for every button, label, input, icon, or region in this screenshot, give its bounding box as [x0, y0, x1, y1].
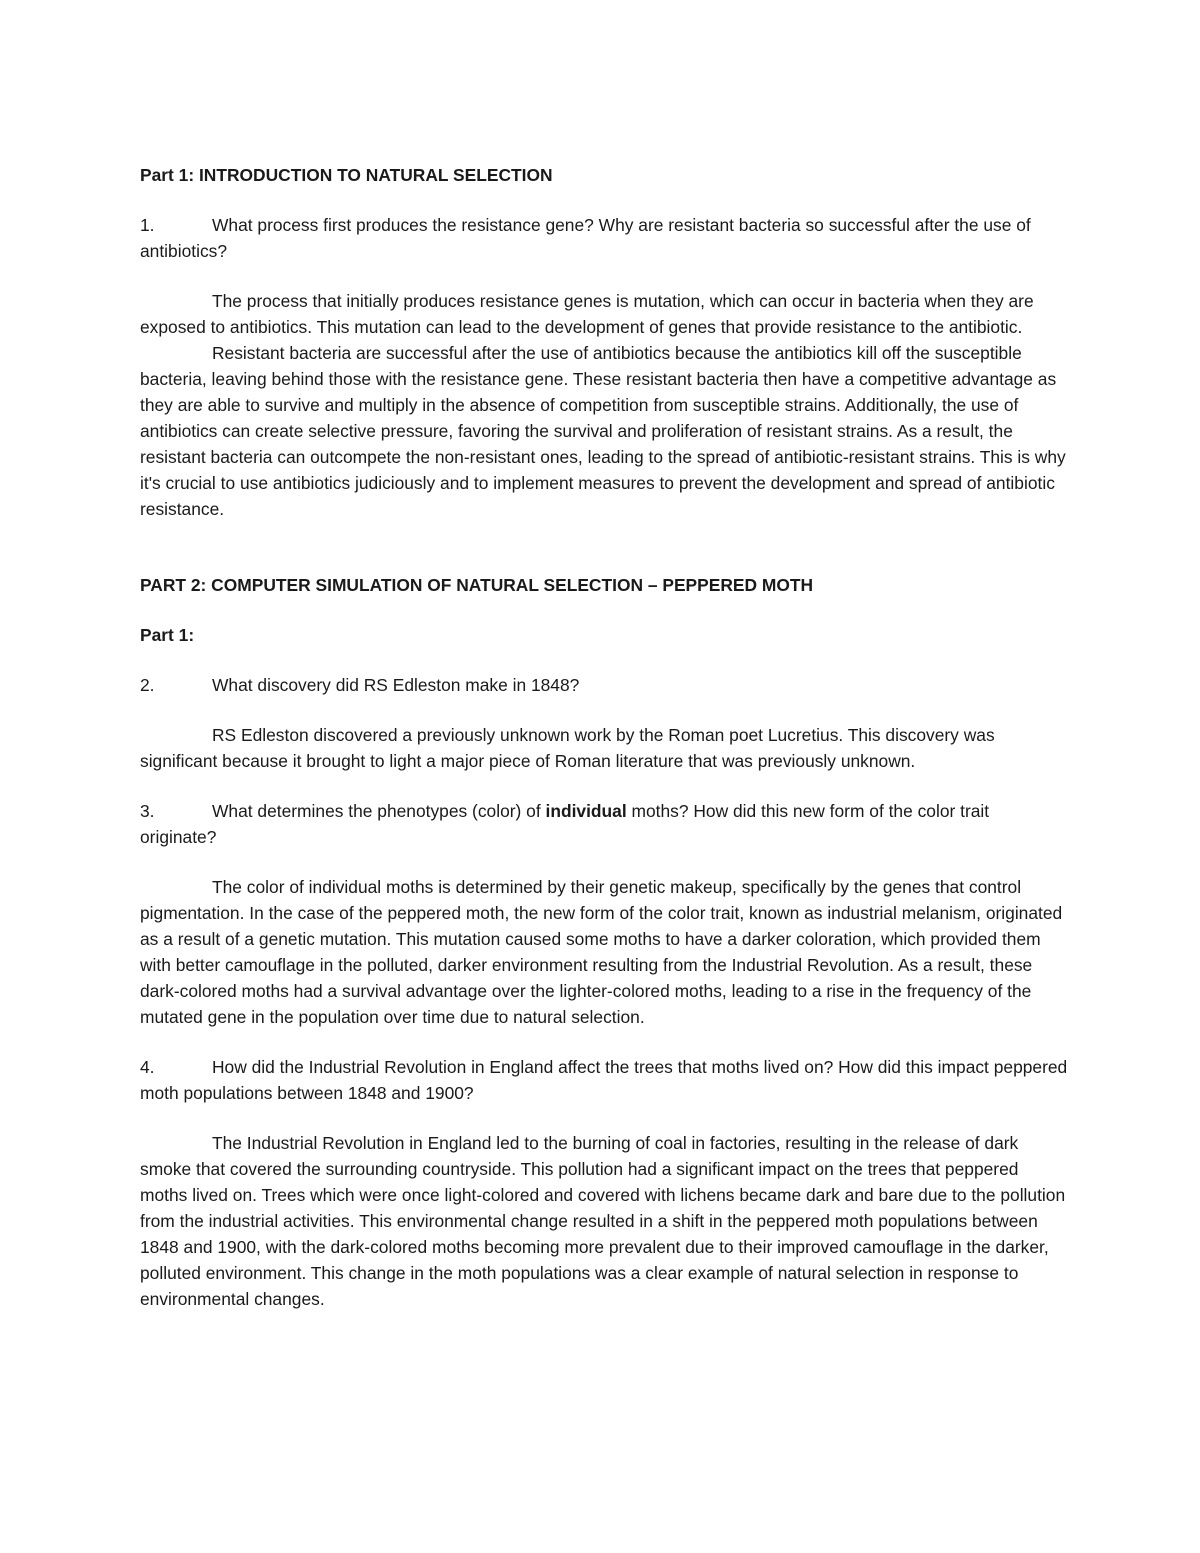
question-3-text-bold: individual — [545, 801, 627, 821]
answer-1-paragraph-1: The process that initially produces resistance genes is mutation, which can occur in bacteria when they are exposed to antibiotics. This mutation can lead to the development of genes that provide resistance to the antibiotic. — [140, 291, 1034, 337]
part2-subheading: Part 1: — [140, 625, 195, 645]
question-4 — [140, 1054, 1070, 1106]
question-1-text: What process first produces the resistance gene? Why are resistant bacteria so successful after the use of antibiotics? — [140, 215, 1031, 261]
question-3-number: 3. — [140, 801, 155, 821]
answer-1-paragraph-2: Resistant bacteria are successful after the use of antibiotics because the antibiotics kill off the susceptible bacteria, leaving behind those with the resistance gene. These resistant bacteria then have a competitive advantage as they are able to survive and multiply in the absence of competition from susceptible strains. Additionally, the use of antibiotics can create selective pressure, favoring the survival and proliferation of resistant strains. As a result, the resistant bacteria can outcompete the non-resistant ones, leading to the spread of antibiotic-resistant strains. This is why it's crucial to use antibiotics judiciously and to implement measures to prevent the development and spread of antibiotic resistance. — [140, 343, 1066, 519]
answer-2: RS Edleston discovered a previously unknown work by the Roman poet Lucretius. This discovery was significant because it brought to light a major piece of Roman literature that was previously unknown. — [140, 725, 995, 771]
question-4-number: 4. — [140, 1057, 155, 1077]
part1-heading: Part 1: INTRODUCTION TO NATURAL SELECTION — [140, 165, 553, 185]
question-4-text: How did the Industrial Revolution in England affect the trees that moths lived on? How did this impact peppered moth populations between 1848 and 1900? — [140, 1057, 1068, 1103]
question-2 — [140, 672, 1070, 698]
part2-heading: PART 2: COMPUTER SIMULATION OF NATURAL SELECTION – PEPPERED MOTH — [140, 575, 814, 595]
answer-4: The Industrial Revolution in England led to the burning of coal in factories, resulting in the release of dark smoke that covered the surrounding countryside. This pollution had a significant impact on the trees that peppered moths lived on. Trees which were once light-colored and covered with lichens became dark and bare due to the pollution from the industrial activities. This environmental change resulted in a shift in the peppered moth populations between 1848 and 1900, with the dark-colored moths becoming more prevalent due to their improved camouflage in the darker, polluted environment. This change in the moth populations was a clear example of natural selection in response to environmental changes. — [140, 1133, 1066, 1309]
question-1 — [140, 212, 1070, 264]
question-3-text-before: What determines the phenotypes (color) of — [212, 801, 546, 821]
document-page — [140, 162, 1070, 1312]
question-2-text: What discovery did RS Edleston make in 1848? — [212, 675, 580, 695]
question-1-number: 1. — [140, 215, 155, 235]
answer-3: The color of individual moths is determined by their genetic makeup, specifically by the genes that control pigmentation. In the case of the peppered moth, the new form of the color trait, known as industrial melanism, originated as a result of a genetic mutation. This mutation caused some moths to have a darker coloration, which provided them with better camouflage in the polluted, darker environment resulting from the Industrial Revolution. As a result, these dark-colored moths had a survival advantage over the lighter-colored moths, leading to a rise in the frequency of the mutated gene in the population over time due to natural selection. — [140, 877, 1063, 1027]
question-2-number: 2. — [140, 675, 155, 695]
question-3 — [140, 798, 1070, 850]
question-3-text-after: moths? How did this new form of the color trait originate? — [140, 801, 990, 847]
